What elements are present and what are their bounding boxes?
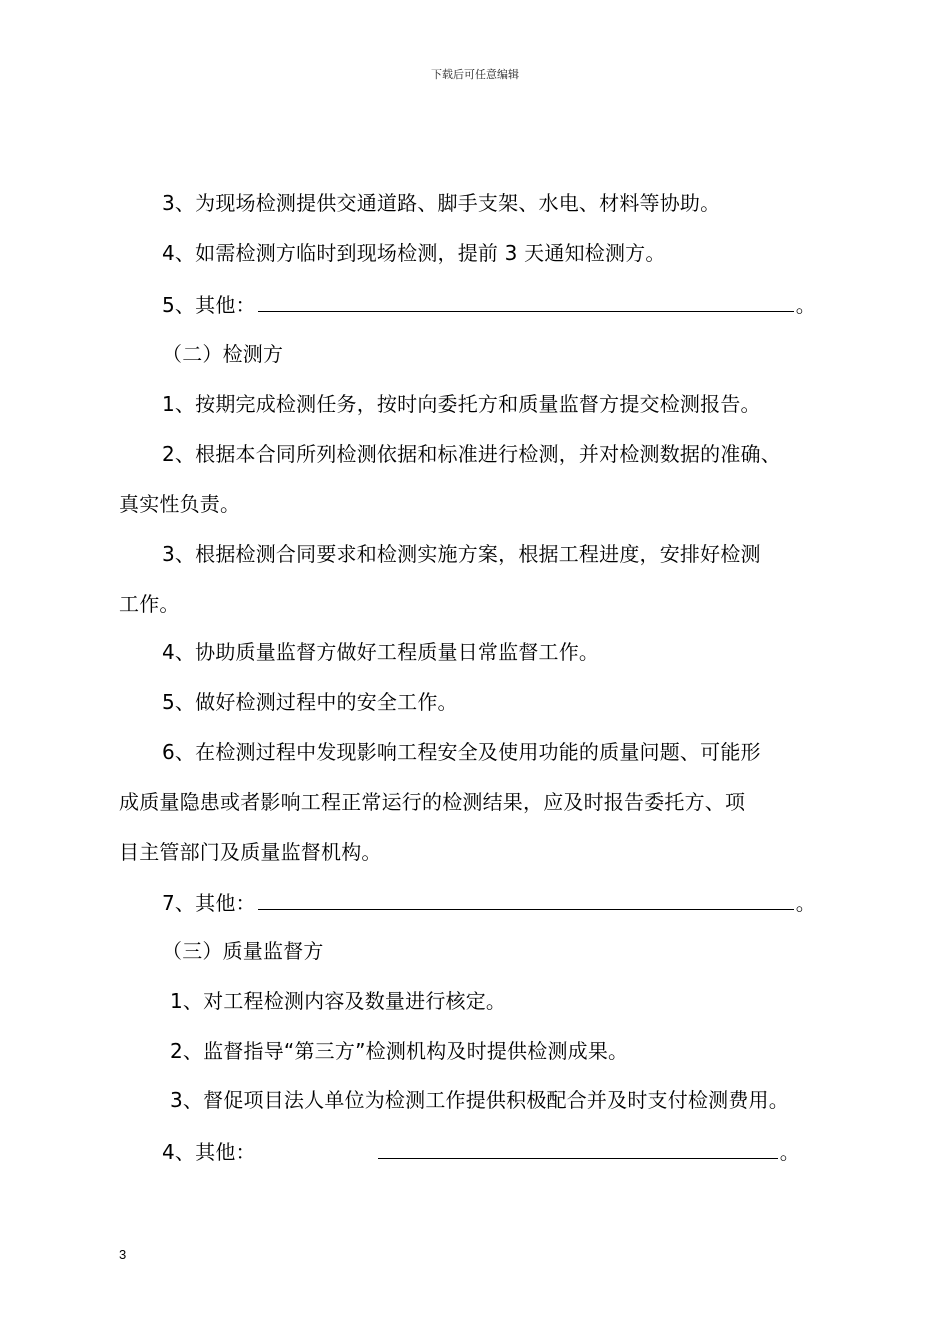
paragraph-line: 4、协助质量监督方做好工程质量日常监督工作。 bbox=[162, 640, 600, 664]
other-label: 4、其他： bbox=[162, 1140, 256, 1164]
paragraph-line: 工作。 bbox=[119, 592, 180, 616]
section-heading: （二）检测方 bbox=[162, 342, 284, 366]
other-label: 7、其他： bbox=[162, 891, 256, 915]
page-number: 3 bbox=[119, 1247, 127, 1262]
other-field-line bbox=[162, 887, 816, 917]
other-field-line bbox=[162, 289, 816, 319]
paragraph-line: 3、为现场检测提供交通道路、脚手支架、水电、材料等协助。 bbox=[162, 191, 721, 215]
paragraph-line: 3、根据检测合同要求和检测实施方案，根据工程进度，安排好检测 bbox=[162, 542, 761, 566]
paragraph-line: 6、在检测过程中发现影响工程安全及使用功能的质量问题、可能形 bbox=[162, 740, 761, 764]
paragraph-line: 2、根据本合同所列检测依据和标准进行检测，并对检测数据的准确、 bbox=[162, 442, 781, 466]
fill-in-blank bbox=[258, 289, 794, 312]
paragraph-line: 2、监督指导“第三方”检测机构及时提供检测成果。 bbox=[170, 1039, 629, 1063]
line-end-mark: 。 bbox=[795, 891, 816, 915]
other-label: 5、其他： bbox=[162, 293, 256, 317]
section-heading: （三）质量监督方 bbox=[162, 939, 324, 963]
paragraph-line: 3、督促项目法人单位为检测工作提供积极配合并及时支付检测费用。 bbox=[170, 1088, 789, 1112]
paragraph-line: 目主管部门及质量监督机构。 bbox=[119, 840, 382, 864]
paragraph-line: 成质量隐患或者影响工程正常运行的检测结果，应及时报告委托方、项 bbox=[119, 790, 746, 814]
paragraph-line: 1、对工程检测内容及数量进行核定。 bbox=[170, 989, 507, 1013]
paragraph-line: 1、按期完成检测任务，按时向委托方和质量监督方提交检测报告。 bbox=[162, 392, 761, 416]
line-end-mark: 。 bbox=[795, 293, 816, 317]
page-header: 下载后可任意编辑 bbox=[431, 68, 519, 81]
paragraph-line: 5、做好检测过程中的安全工作。 bbox=[162, 690, 458, 714]
line-end-mark: 。 bbox=[779, 1140, 800, 1164]
other-field-line bbox=[162, 1136, 800, 1166]
paragraph-line: 4、如需检测方临时到现场检测，提前 3 天通知检测方。 bbox=[162, 241, 666, 265]
fill-in-blank bbox=[258, 887, 794, 910]
fill-in-blank bbox=[378, 1136, 778, 1159]
paragraph-line: 真实性负责。 bbox=[119, 492, 241, 516]
